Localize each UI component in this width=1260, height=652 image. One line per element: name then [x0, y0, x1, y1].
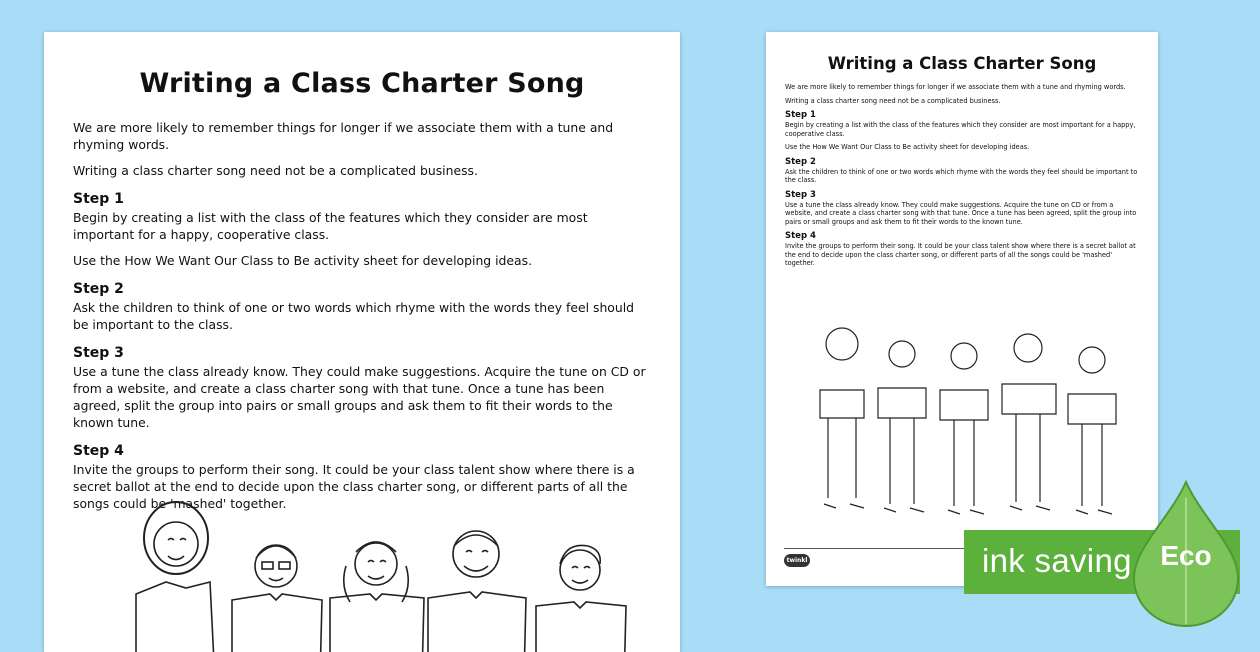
preview-children-illustration: [810, 318, 1130, 548]
child-figure: [878, 341, 926, 512]
preview-step-paragraph: Ask the children to think of one or two words which rhyme with the words they feel should be important to the class.: [785, 167, 1138, 184]
child-figure: [1068, 347, 1116, 514]
preview-step-heading: Step 2: [785, 156, 816, 167]
step-paragraph: Begin by creating a list with the class of the features which they consider are most important for a happy, cooperative class.: [73, 210, 588, 242]
preview-intro-paragraph: Writing a class charter song need not be a complicated business.: [785, 96, 1001, 105]
step-heading: Step 2: [73, 281, 124, 297]
children-singing-illustration: [124, 498, 644, 652]
twinkl-logo: twinkl: [784, 554, 810, 567]
main-worksheet: [44, 32, 680, 652]
step-heading: Step 3: [73, 345, 124, 361]
step-paragraph: Invite the groups to perform their song. It could be your class talent show where there is a secret ballot at the end to decide upon the class charter song, or different parts of all the songs could be 'mashed' together.: [73, 462, 635, 511]
preview-step-paragraph: Use a tune the class already know. They could make suggestions. Acquire the tune on CD or from a website, and create a class charter song with that tune. Once a tune has been agreed, split the group into pairs or small groups and ask them to fit their words to the known tune.: [785, 200, 1137, 226]
child-figure: [536, 545, 626, 652]
preview-intro-paragraph: We are more likely to remember things for longer if we associate them with a tune and rhyming words.: [785, 83, 1126, 91]
preview-step-paragraph: Invite the groups to perform their song. It could be your class talent show where there is a secret ballot at the end to decide upon the class charter song, or different parts of all the songs could be 'mashed' together.: [785, 242, 1136, 267]
step-heading: Step 4: [73, 443, 124, 459]
eco-label: Eco: [1160, 540, 1212, 571]
child-figure: [428, 531, 526, 652]
preview-step-heading: Step 3: [785, 189, 816, 200]
step-heading: Step 1: [73, 191, 124, 207]
child-figure: [940, 343, 988, 514]
child-figure: [330, 542, 424, 652]
preview-title: Writing a Class Charter Song: [827, 54, 1097, 73]
preview-step-heading: Step 1: [785, 110, 816, 120]
child-figure: [232, 545, 322, 652]
preview-step-paragraph: Begin by creating a list with the class of the features which they consider are most important for a happy, cooperative class.: [785, 121, 1136, 138]
eco-badge: [1130, 478, 1242, 628]
step-paragraph: Ask the children to think of one or two words which rhyme with the words they feel should be important to the class.: [73, 300, 635, 332]
intro-paragraph: We are more likely to remember things for longer if we associate them with a tune and rhyming words.: [73, 120, 614, 152]
step-paragraph: Use the How We Want Our Class to Be activity sheet for developing ideas.: [73, 253, 533, 268]
worksheet-title: Writing a Class Charter Song: [139, 68, 585, 99]
preview-step-paragraph: Use the How We Want Our Class to Be activity sheet for developing ideas.: [785, 143, 1030, 151]
preview-worksheet: [766, 32, 1158, 586]
preview-body: [766, 83, 1158, 268]
intro-paragraph: Writing a class charter song need not be a complicated business.: [73, 163, 478, 178]
preview-step-heading: Step 4: [785, 231, 816, 241]
child-figure: [1002, 334, 1056, 510]
step-paragraph: Use a tune the class already know. They could make suggestions. Acquire the tune on CD or from a website, and create a class charter song with that tune. Once a tune has been agreed, split the group into pairs or small groups and ask them to fit their words to the known tune.: [73, 364, 646, 430]
child-figure: [820, 328, 864, 508]
ink-saving-label: ink saving: [982, 542, 1132, 579]
worksheet-body: [44, 119, 680, 512]
